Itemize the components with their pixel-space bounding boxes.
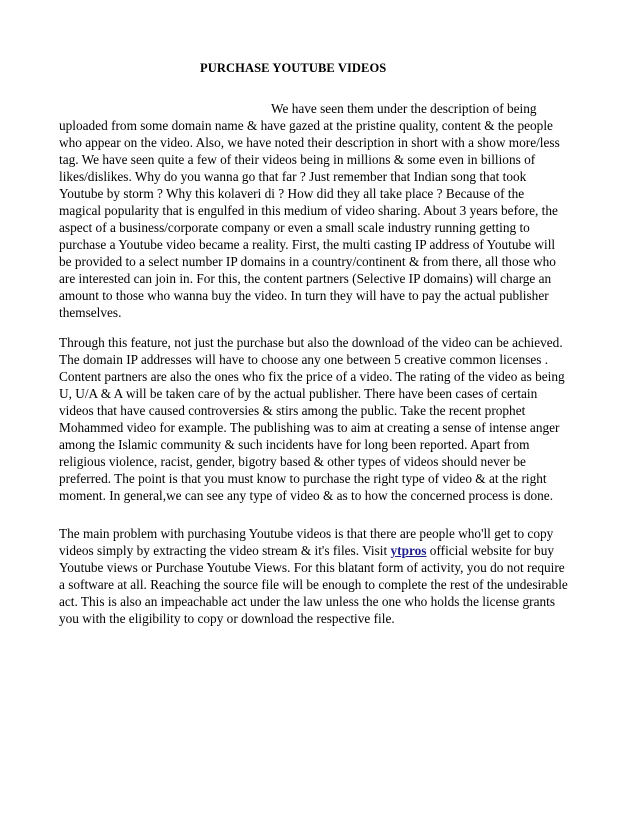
paragraph-line: who appear on the video. Also, we have noted their description in short with a show more/less [59,135,560,150]
paragraph-3 [59,525,587,627]
paragraph-line: among the Islamic community & such incidents have for long been reported. Apart from [59,437,530,452]
paragraph-line: moment. In general,we can see any type of video & as to how the concerned process is done. [59,488,554,503]
paragraph-line: a software at all. Reaching the source file will be enough to complete the rest of the undesirable [59,577,568,592]
paragraph-line: Mohammed video for example. The publishing was to aim at creating a sense of intense anger [59,420,560,435]
document-title: PURCHASE YOUTUBE VIDEOS [200,61,387,75]
link-prefix-text: videos simply by extracting the video stream & it's files. Visit [59,543,391,558]
paragraph-line: religious violence, racist, gender, bigotry based & other types of videos should never be [59,454,526,469]
ytpros-link[interactable]: ytpros [390,543,427,558]
paragraph-line: Through this feature, not just the purchase but also the download of the video can be achieved. [59,335,563,350]
paragraph-line: tag. We have seen quite a few of their videos being in millions & some even in billions of [59,152,536,167]
paragraph-line: videos that have caused controversies & stirs among the public. Take the recent prophet [59,403,526,418]
paragraph-line: Content partners are also the ones who fix the price of a video. The rating of the video as being [59,369,565,384]
paragraph-line: act. This is also an impeachable act under the law unless the one who holds the license grants [59,594,556,609]
paragraph-2 [59,334,587,504]
paragraph-line: purchase a Youtube video became a reality. First, the multi casting IP address of Youtube will [59,237,556,252]
paragraph-line: magical popularity that is engulfed in this medium of video sharing. About 3 years before, the [59,203,558,218]
paragraph-line: amount to those who wanna buy the video. In turn they will have to pay the actual publisher [59,288,549,303]
paragraph-line: Youtube views or Purchase Youtube Views. For this blatant form of activity, you do not require [59,560,565,575]
paragraph-line: you with the eligibility to copy or download the respective file. [59,611,395,626]
paragraph-line: preferred. The point is that you must know to purchase the right type of video & at the right [59,471,547,486]
paragraph-line: aspect of a business/corporate company or even a small scale industry running getting to [59,220,530,235]
paragraph-1 [59,100,587,321]
paragraph-line: U, U/A & A will be taken care of by the actual publisher. There have been cases of certain [59,386,538,401]
paragraph-line: uploaded from some domain name & have gazed at the pristine quality, content & the people [59,118,553,133]
paragraph-line-with-link [59,542,587,559]
link-suffix-text: official website for buy [426,543,554,558]
paragraph-line: We have seen them under the description of being [271,101,537,116]
paragraph-line: Youtube by storm ? Why this kolaveri di ? How did they all take place ? Because of the [59,186,525,201]
paragraph-line: themselves. [59,305,122,320]
paragraph-line: The main problem with purchasing Youtube videos is that there are people who'll get to copy [59,526,554,541]
paragraph-line: are interested can join in. For this, the content partners (Selective IP domains) will charge an [59,271,552,286]
paragraph-line: be provided to a select number IP domains in a country/continent & from there, all those who [59,254,556,269]
paragraph-line: The domain IP addresses will have to choose any one between 5 creative common licenses . [59,352,549,367]
paragraph-line: likes/dislikes. Why do you wanna go that far ? Just remember that Indian song that took [59,169,527,184]
